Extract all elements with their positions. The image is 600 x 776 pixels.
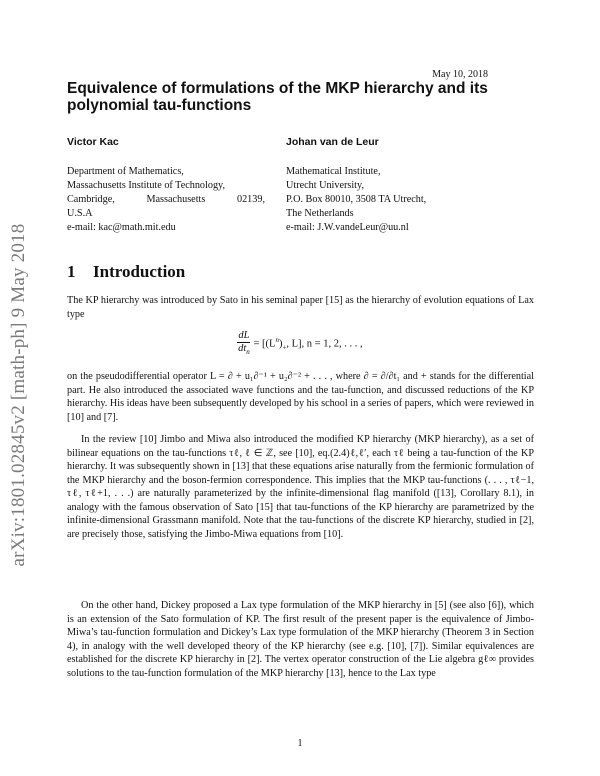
author-affiliation-2: Mathematical Institute, Utrecht University, P.O. Box 80010, 3508 TA Utrecht, The Netherlands e-mail: J.W.vandeLeur@uu.nl	[286, 166, 427, 233]
paper-title: Equivalence of formulations of the MKP hierarchy and its polynomial tau-functions	[67, 80, 488, 114]
page-number: 1	[297, 738, 303, 749]
paragraph-3: In the review [10] Jimbo and Miwa also introduced the modified KP hierarchy (MKP hierarchy), as a set of bilinear equations on the tau-functions τℓ, ℓ ∈ ℤ, see [10], eq.(2.4)ℓ,ℓ′, each τℓ being a tau-function of the KP hierarchy. It was subsequently shown in [13] that these equations arise naturally from the fermionic formulation of the MKP hierarchy and the boson-fermion correspondence. This implies that the MKP tau-functions (. . . , τℓ−1, τℓ, τℓ+1, . . .) are naturally parameterized by the infinite-dimensional flag manifold ([13], Corollary 8.1), in analogy with the famous observation of Sato [15] that tau-functions of the KP hierarchy are parametrized by the infinite-dimensional Grassmann manifold. Note that the tau-functions of the discrete KP hierarchy, studied in [2], are precisely those, satisfying the Jimbo-Miwa equations from [10].	[67, 434, 534, 540]
lax-equation: $\frac{dL}{dt_n}$ = [$(L^n)_+$, L], n = 1, 2, . . . ,	[238, 330, 363, 357]
author-name-1: Victor Kac	[67, 136, 119, 148]
author-email-2: e-mail: J.W.vandeLeur@uu.nl	[286, 222, 409, 233]
paragraph-4: On the other hand, Dickey proposed a Lax type formulation of the MKP hierarchy in [5] (see also [6]), which is an extension of the Sato formulation of KP. The first result of the present paper is the equivalence of Jimbo-Miwa’s tau-function formulation and Dickey’s Lax type formulation of the MKP hierarchy (Theorem 3 in Section 4), in analogy with the well developed theory of the KP hierarchy (see e.g. [10], [7]). Similar equivalences are established for the discrete KP hierarchy in [2]. The vertex operator construction of the Lie algebra gℓ∞ provides solutions to the tau-function formulation of the MKP hierarchy [13], hence to the Lax type	[67, 600, 534, 679]
paper-date: May 10, 2018	[432, 69, 488, 80]
paragraph-2: on the pseudodifferential operator L = ∂ + u₁∂⁻¹ + u₂∂⁻² + . . . , where ∂ = ∂/∂t₁ and + stands for the differential part. He also introduced the associated wave functions and the tau-function, and discussed reductions of the KP hierarchy. His ideas have been subsequently developed by his school in a series of papers, which were reviewed in [10] and [7].	[67, 371, 534, 423]
arxiv-identifier: arXiv:1801.02845v2 [math-ph] 9 May 2018	[8, 223, 29, 567]
author-name-2: Johan van de Leur	[286, 136, 379, 148]
paragraph-1: The KP hierarchy was introduced by Sato in his seminal paper [15] as the hierarchy of evolution equations of Lax type	[67, 295, 534, 320]
author-email-1: e-mail: kac@math.mit.edu	[67, 222, 176, 233]
author-affiliation-1: Department of Mathematics, Massachusetts Institute of Technology, Cambridge, Massachusetts 02139, U.S.A e-mail: kac@math.mit.edu	[67, 166, 265, 233]
section-heading: 1 Introduction	[67, 262, 186, 281]
